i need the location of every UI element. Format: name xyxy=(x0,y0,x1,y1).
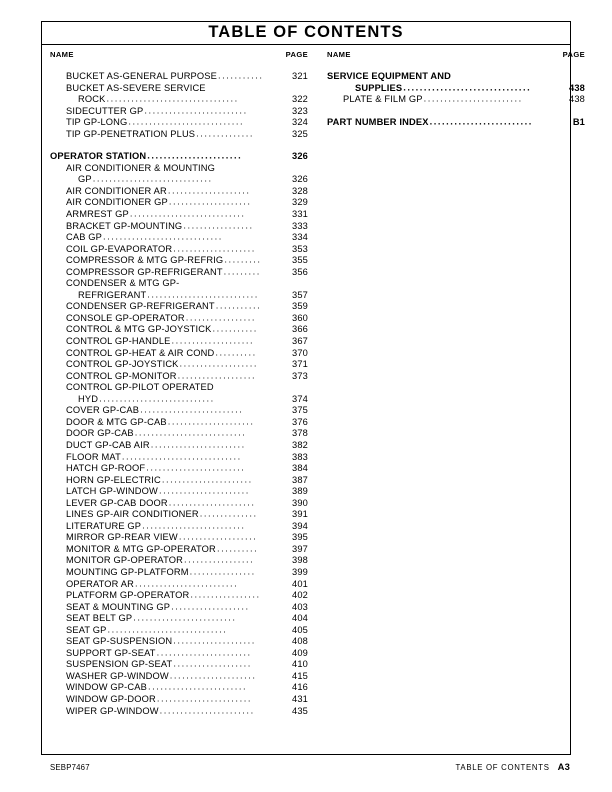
toc-entry-page: 438 xyxy=(569,82,585,93)
toc-entry[interactable] xyxy=(50,440,308,452)
toc-entry-page: 328 xyxy=(292,185,308,196)
toc-entry[interactable] xyxy=(50,590,308,602)
toc-entry-page: 367 xyxy=(292,336,308,347)
toc-dot-leader: ...................... xyxy=(161,474,253,485)
toc-entry[interactable] xyxy=(50,659,308,671)
toc-entry-page: 387 xyxy=(292,474,308,485)
toc-entry-page: 326 xyxy=(292,151,308,162)
toc-dot-leader: .............. xyxy=(196,128,255,139)
toc-entry-name: ROCK xyxy=(78,94,106,105)
toc-entry-page: 375 xyxy=(292,405,308,416)
toc-dot-leader: ......... xyxy=(224,254,262,265)
toc-entry[interactable] xyxy=(50,209,308,221)
toc-entry[interactable] xyxy=(50,255,308,267)
toc-entry[interactable] xyxy=(50,301,308,313)
toc-entry[interactable] xyxy=(50,382,308,394)
toc-entry-page: 376 xyxy=(292,416,308,427)
toc-entry-page: B1 xyxy=(572,116,585,127)
toc-entry-name: DUCT GP-CAB AIR xyxy=(66,439,150,450)
toc-entry-name: AIR CONDITIONER AR xyxy=(66,185,167,196)
toc-entry-page: 370 xyxy=(292,347,308,358)
toc-entry[interactable] xyxy=(50,371,308,383)
toc-dot-leader: ........... xyxy=(212,323,258,334)
toc-entry[interactable] xyxy=(327,71,585,83)
toc-dot-leader: ............................ xyxy=(128,116,245,127)
toc-dot-leader: ......................... xyxy=(144,105,248,116)
toc-entry-name: BUCKET AS-SEVERE SERVICE xyxy=(66,82,206,93)
toc-entry-page: 415 xyxy=(292,670,308,681)
toc-entry[interactable] xyxy=(50,71,308,83)
toc-dot-leader: ........................ xyxy=(423,93,523,104)
toc-entry-page: 334 xyxy=(292,232,308,243)
toc-entry-name: CONSOLE GP-OPERATOR xyxy=(66,312,185,323)
toc-entry[interactable] xyxy=(50,117,308,129)
toc-entry-name: MOUNTING GP-PLATFORM xyxy=(66,566,189,577)
toc-entry-name: PLATFORM GP-OPERATOR xyxy=(66,590,190,601)
toc-entry[interactable] xyxy=(50,532,308,544)
toc-entry[interactable] xyxy=(327,83,585,95)
toc-entry-page: 383 xyxy=(292,451,308,462)
toc-entry-name: COIL GP-EVAPORATOR xyxy=(66,243,173,254)
toc-entry-name: MONITOR GP-OPERATOR xyxy=(66,555,184,566)
toc-dot-leader: ....................... xyxy=(150,439,246,450)
toc-entry-page: 399 xyxy=(292,566,308,577)
toc-entry-page: 323 xyxy=(292,105,308,116)
toc-entry-name: SEAT & MOUNTING GP xyxy=(66,601,171,612)
toc-entry-name: CAB GP xyxy=(66,232,103,243)
toc-entry[interactable] xyxy=(50,509,308,521)
toc-entry-page: 325 xyxy=(292,128,308,139)
toc-entry-name: SUSPENSION GP-SEAT xyxy=(66,659,173,670)
toc-entry-name: CONTROL GP-PILOT OPERATED xyxy=(66,382,214,393)
toc-entry-page: 431 xyxy=(292,693,308,704)
toc-entry[interactable] xyxy=(50,475,308,487)
toc-dot-leader: ................... xyxy=(178,531,258,542)
toc-entry[interactable] xyxy=(50,394,308,406)
toc-entry-name: LEVER GP-CAB DOOR xyxy=(66,497,168,508)
toc-entry-name: PLATE & FILM GP xyxy=(343,94,423,105)
toc-dot-leader: ........... xyxy=(218,70,264,81)
toc-entry-name: CONTROL GP-HANDLE xyxy=(66,336,171,347)
toc-entry-name: SUPPORT GP-SEAT xyxy=(66,647,156,658)
toc-entry-page: 326 xyxy=(292,174,308,185)
toc-entry[interactable] xyxy=(50,682,308,694)
toc-entry-name: TIP GP-PENETRATION PLUS xyxy=(66,128,196,139)
toc-entry[interactable] xyxy=(50,428,308,440)
publication-number: SEBP7467 xyxy=(50,763,90,772)
toc-entry-page: 395 xyxy=(292,532,308,543)
toc-entry-page: 410 xyxy=(292,659,308,670)
toc-entry-name: CONTROL & MTG GP-JOYSTICK xyxy=(66,324,212,335)
toc-dot-leader: ....................... xyxy=(147,150,243,161)
toc-entry-name: WASHER GP-WINDOW xyxy=(66,670,169,681)
column-header-right xyxy=(327,50,585,59)
toc-entry-name: SERVICE EQUIPMENT AND xyxy=(327,71,452,81)
toc-entry-name: WIPER GP-WINDOW xyxy=(66,705,159,716)
toc-entry[interactable] xyxy=(50,336,308,348)
toc-dot-leader: ....................... xyxy=(156,647,252,658)
toc-entry-name: REFRIGERANT xyxy=(78,289,147,300)
toc-entry-page: 322 xyxy=(292,94,308,105)
toc-entry-name: PART NUMBER INDEX xyxy=(327,116,429,127)
toc-dot-leader: .................... xyxy=(171,335,255,346)
toc-entry[interactable] xyxy=(50,174,308,186)
toc-entry[interactable] xyxy=(50,244,308,256)
toc-dot-leader: ......................... xyxy=(133,612,237,623)
toc-entry[interactable] xyxy=(50,544,308,556)
toc-dot-leader: ........... xyxy=(215,300,262,311)
toc-entry-name: FLOOR MAT xyxy=(66,451,121,462)
toc-entry-page: 357 xyxy=(292,289,308,300)
toc-entry-page: 374 xyxy=(292,393,308,404)
toc-dot-leader: ............................... xyxy=(403,82,532,93)
toc-entry-name: LINES GP-AIR CONDITIONER xyxy=(66,509,199,520)
toc-column-right xyxy=(327,50,585,128)
toc-entry-name: TIP GP-LONG xyxy=(66,117,128,128)
toc-dot-leader: ......................... xyxy=(140,404,244,415)
toc-dot-leader: .......... xyxy=(216,543,259,554)
toc-entry[interactable] xyxy=(50,348,308,360)
toc-entry-page: 394 xyxy=(292,520,308,531)
toc-dot-leader: .................... xyxy=(168,196,252,207)
toc-entry[interactable] xyxy=(50,636,308,648)
toc-entry-page: 353 xyxy=(292,243,308,254)
toc-dot-leader: ....................... xyxy=(156,693,252,704)
toc-dot-leader: ......................... xyxy=(142,520,246,531)
toc-entry-page: 382 xyxy=(292,439,308,450)
toc-dot-leader: ..................... xyxy=(168,497,256,508)
document-title-bar xyxy=(41,21,571,45)
toc-entry[interactable] xyxy=(50,290,308,302)
toc-entry-page: 321 xyxy=(292,71,308,81)
toc-entry-name: SEAT GP xyxy=(66,624,107,635)
toc-entry[interactable] xyxy=(50,498,308,510)
toc-entry-name: SEAT GP-SUSPENSION xyxy=(66,636,173,647)
toc-entry-page: 409 xyxy=(292,647,308,658)
page-title: TABLE OF CONTENTS xyxy=(208,23,404,41)
toc-entry[interactable] xyxy=(50,463,308,475)
toc-dot-leader: ............................. xyxy=(107,624,228,635)
toc-entry-page: 397 xyxy=(292,543,308,554)
toc-dot-leader: ................... xyxy=(179,358,259,369)
toc-entry[interactable] xyxy=(327,94,585,106)
toc-entry[interactable] xyxy=(50,163,308,175)
toc-dot-leader: .............. xyxy=(199,508,258,519)
toc-entry[interactable] xyxy=(50,405,308,417)
toc-entry[interactable] xyxy=(50,106,308,118)
toc-dot-leader: ........................... xyxy=(147,289,259,300)
toc-dot-leader: .................... xyxy=(167,185,251,196)
toc-dot-leader: ................. xyxy=(190,589,261,600)
column-header-left xyxy=(50,50,308,59)
toc-spacer xyxy=(327,106,585,117)
toc-entry-name: HORN GP-ELECTRIC xyxy=(66,474,161,485)
toc-dot-leader: ................. xyxy=(183,220,254,231)
toc-entry-page: 355 xyxy=(292,255,308,266)
toc-dot-leader: ..................... xyxy=(169,670,257,681)
toc-dot-leader: ......................... xyxy=(134,578,239,589)
toc-entry-name: OPERATOR STATION xyxy=(50,151,147,162)
toc-entry[interactable] xyxy=(50,706,308,718)
toc-entry-page: 389 xyxy=(292,486,308,497)
toc-dot-leader: ............................ xyxy=(129,208,246,219)
toc-dot-leader: ....................... xyxy=(159,705,255,716)
toc-entry[interactable] xyxy=(50,486,308,498)
footer-right-group xyxy=(456,761,570,772)
toc-entry[interactable] xyxy=(50,625,308,637)
toc-entry-page: 398 xyxy=(292,555,308,566)
toc-entry-page: 404 xyxy=(292,613,308,624)
toc-entry-page: 333 xyxy=(292,220,308,231)
toc-dot-leader: ................. xyxy=(185,312,257,323)
toc-entry-page: 360 xyxy=(292,312,308,323)
toc-entry[interactable] xyxy=(50,602,308,614)
toc-dot-leader: .......... xyxy=(215,347,257,358)
toc-entry-name: AIR CONDITIONER GP xyxy=(66,197,168,208)
toc-dot-leader: ...................... xyxy=(158,485,250,496)
toc-entry-name: AIR CONDITIONER & MOUNTING xyxy=(66,162,216,173)
toc-dot-leader: ................. xyxy=(184,554,255,565)
toc-dot-leader: ............................. xyxy=(103,231,223,242)
toc-entry-name: COMPRESSOR GP-REFRIGERANT xyxy=(66,266,223,277)
toc-entry-page: 435 xyxy=(292,705,308,716)
toc-entry-list-right xyxy=(327,71,585,128)
toc-entry-page: 405 xyxy=(292,624,308,635)
toc-entry-page: 324 xyxy=(292,117,308,128)
toc-entry[interactable] xyxy=(50,278,308,290)
toc-entry-name: LATCH GP-WINDOW xyxy=(66,486,158,497)
column-header-page: PAGE xyxy=(285,50,308,59)
toc-entry-page: 408 xyxy=(292,636,308,647)
toc-entry-name: MIRROR GP-REAR VIEW xyxy=(66,532,178,543)
footer-section-label: TABLE OF CONTENTS xyxy=(455,763,550,772)
toc-entry[interactable] xyxy=(50,197,308,209)
toc-dot-leader: ......... xyxy=(223,266,261,277)
toc-dot-leader: ......................... xyxy=(429,116,533,127)
toc-entry[interactable] xyxy=(50,579,308,591)
toc-entry-name: MONITOR & MTG GP-OPERATOR xyxy=(66,543,216,554)
toc-entry-page: 329 xyxy=(292,197,308,208)
toc-column-left xyxy=(50,50,308,717)
toc-entry-name: CONDENSER GP-REFRIGERANT xyxy=(66,301,215,312)
toc-entry-page: 373 xyxy=(292,370,308,381)
toc-entry-name: DOOR GP-CAB xyxy=(66,428,134,439)
toc-dot-leader: ................ xyxy=(189,566,256,577)
toc-entry-page: 356 xyxy=(292,266,308,277)
toc-entry-name: COVER GP-CAB xyxy=(66,405,140,416)
toc-entry-page: 359 xyxy=(292,301,308,312)
toc-entry[interactable] xyxy=(327,117,585,129)
toc-entry-name: LITERATURE GP xyxy=(66,520,142,531)
toc-dot-leader: ............................. xyxy=(92,173,213,184)
toc-entry-page: 402 xyxy=(292,590,308,601)
toc-entry-page: 384 xyxy=(292,463,308,474)
toc-entry-page: 371 xyxy=(292,359,308,370)
toc-spacer xyxy=(50,140,308,151)
column-header-page: PAGE xyxy=(562,50,585,59)
toc-entry-page: 401 xyxy=(292,578,308,589)
toc-entry[interactable] xyxy=(50,186,308,198)
toc-entry[interactable] xyxy=(50,232,308,244)
toc-entry-page: 331 xyxy=(292,209,308,220)
toc-entry[interactable] xyxy=(50,83,308,95)
toc-dot-leader: .................... xyxy=(173,243,256,254)
toc-dot-leader: ................... xyxy=(171,601,250,612)
toc-dot-leader: ................................ xyxy=(106,93,239,104)
toc-entry-page: 416 xyxy=(292,682,308,693)
toc-entry[interactable] xyxy=(50,567,308,579)
toc-entry-list-left xyxy=(50,71,308,717)
toc-entry[interactable] xyxy=(50,694,308,706)
toc-entry[interactable] xyxy=(50,648,308,660)
toc-entry-name: WINDOW GP-DOOR xyxy=(66,693,156,704)
toc-entry[interactable] xyxy=(50,555,308,567)
toc-dot-leader: ........................ xyxy=(147,681,248,692)
toc-entry-name: SIDECUTTER GP xyxy=(66,105,144,116)
toc-dot-leader: ..................... xyxy=(167,416,255,427)
column-header-name: NAME xyxy=(327,50,351,59)
toc-entry-page: 390 xyxy=(292,497,308,508)
toc-entry-name: GP xyxy=(78,174,92,185)
footer-page-number: A3 xyxy=(557,761,570,772)
toc-entry[interactable] xyxy=(50,417,308,429)
toc-entry-name: DOOR & MTG GP-CAB xyxy=(66,416,167,427)
toc-entry-name: SUPPLIES xyxy=(355,82,403,93)
toc-entry[interactable] xyxy=(50,313,308,325)
toc-entry[interactable] xyxy=(50,671,308,683)
toc-entry[interactable] xyxy=(50,452,308,464)
toc-entry-page: 378 xyxy=(292,428,308,439)
toc-entry[interactable] xyxy=(50,324,308,336)
toc-entry-name: HYD xyxy=(78,393,99,404)
toc-dot-leader: ............................ xyxy=(99,393,215,404)
toc-entry[interactable] xyxy=(50,151,308,163)
page-footer xyxy=(50,761,570,772)
toc-entry[interactable] xyxy=(50,613,308,625)
toc-entry-page: 438 xyxy=(569,94,585,105)
toc-dot-leader: ............................. xyxy=(121,451,242,461)
toc-dot-leader: ................... xyxy=(173,658,252,669)
toc-entry-name: HATCH GP-ROOF xyxy=(66,463,146,474)
toc-entry-name: BUCKET AS-GENERAL PURPOSE xyxy=(66,71,217,81)
toc-entry-name: SEAT BELT GP xyxy=(66,613,133,624)
toc-entry-page: 403 xyxy=(292,601,308,612)
toc-entry-page: 366 xyxy=(292,324,308,335)
column-header-name: NAME xyxy=(50,50,74,59)
toc-entry-name: CONTROL GP-JOYSTICK xyxy=(66,359,179,370)
toc-entry-name: ARMREST GP xyxy=(66,209,129,220)
toc-entry-name: CONTROL GP-HEAT & AIR COND xyxy=(66,347,215,358)
toc-entry-name: BRACKET GP-MOUNTING xyxy=(66,220,183,231)
toc-entry[interactable] xyxy=(50,221,308,233)
toc-dot-leader: ........................ xyxy=(146,462,246,473)
toc-entry[interactable] xyxy=(50,521,308,533)
toc-dot-leader: ........................... xyxy=(134,427,247,438)
toc-entry[interactable] xyxy=(50,129,308,141)
toc-entry-name: COMPRESSOR & MTG GP-REFRIG xyxy=(66,255,224,266)
toc-entry-name: CONDENSER & MTG GP- xyxy=(66,278,180,289)
toc-entry-page: 391 xyxy=(292,509,308,520)
toc-dot-leader: .................... xyxy=(173,635,256,646)
toc-dot-leader: ................... xyxy=(177,370,257,381)
toc-entry[interactable] xyxy=(50,94,308,106)
toc-entry-name: CONTROL GP-MONITOR xyxy=(66,370,177,381)
toc-entry-name: WINDOW GP-CAB xyxy=(66,682,147,693)
toc-entry[interactable] xyxy=(50,359,308,371)
toc-entry-name: OPERATOR AR xyxy=(66,578,134,589)
toc-entry[interactable] xyxy=(50,267,308,279)
